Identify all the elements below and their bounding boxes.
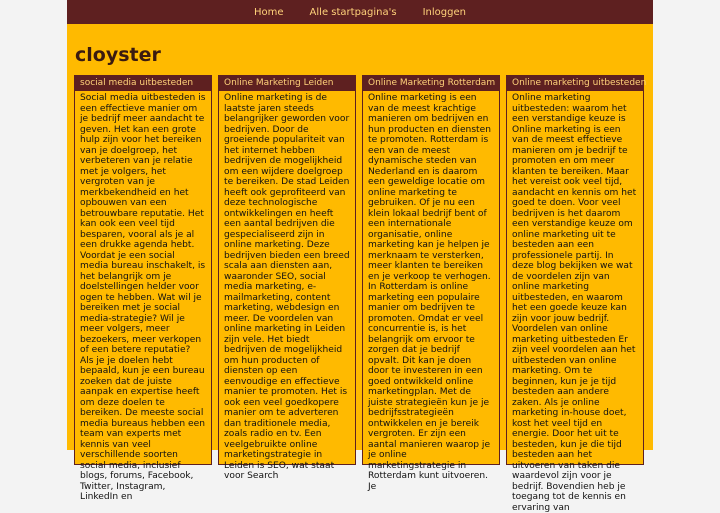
top-navbar bbox=[67, 0, 653, 24]
column-header[interactable]: Online marketing uitbesteden bbox=[506, 75, 644, 91]
column-online-marketing-uitbesteden bbox=[506, 75, 647, 513]
nav-home-link[interactable]: Home bbox=[254, 6, 284, 18]
columns-container bbox=[74, 75, 647, 513]
column-text: Online marketing is de laatste jaren steeds belangrijker geworden voor bedrijven. Door de groeiende populariteit van het internet hebben bedrijven de mogelijkheid om een wijdere doelgroep te bereiken. De stad Leiden heeft ook geprofiteerd van deze technologische ontwikkelingen en heeft een aantal bedrijven die gespecialiseerd zijn in online marketing. Deze bedrijven bieden een breed scala aan diensten aan, waaronder SEO, social media marketing, e-mailmarketing, content marketing, webdesign en meer. De voordelen van online marketing in Leiden zijn vele. Het biedt bedrijven de mogelijkheid om hun producten of diensten op een eenvoudige en effectieve manier te promoten. Het is ook een veel goedkopere manier om te adverteren dan traditionele media, zoals radio en tv. Een veelgebruikte online marketingstrategie in Leiden is SEO, wat staat voor Search bbox=[218, 91, 356, 465]
column-text: Online marketing is een van de meest krachtige manieren om bedrijven en hun producten en diensten te promoten. Rotterdam is een van de meest dynamische steden van Nederland en is daarom een geweldige locatie om online marketing te gebruiken. Of je nu een klein lokaal bedrijf bent of een internationale organisatie, online marketing kan je helpen je merknaam te versterken, meer klanten te bereiken en je verkoop te verhogen. In Rotterdam is online marketing een populaire manier om bedrijven te promoten. Omdat er veel concurrentie is, is het belangrijk om ervoor te zorgen dat je bedrijf opvalt. Dit kan je doen door te investeren in een goed ontwikkeld online marketingplan. Met de juiste strategieën kun je je bedrijfsstrategieën ontwikkelen en je bereik vergroten. Er zijn een aantal manieren waarop je je online marketingstrategie in Rotterdam kunt uitvoeren. Je bbox=[362, 91, 500, 465]
nav-login-link[interactable]: Inloggen bbox=[422, 6, 466, 18]
column-social-media bbox=[74, 75, 212, 502]
column-online-marketing-leiden bbox=[218, 75, 356, 481]
page bbox=[67, 0, 653, 513]
page-title: cloyster bbox=[75, 44, 161, 66]
column-online-marketing-rotterdam bbox=[362, 75, 500, 492]
nav-all-pages-link[interactable]: Alle startpagina's bbox=[309, 6, 397, 18]
column-header[interactable]: social media uitbesteden bbox=[74, 75, 212, 91]
column-text: Online marketing uitbesteden: waarom het een verstandige keuze is Online marketing is een van de meest effectieve manieren om je bedrijf te promoten en om meer klanten te bereiken. Maar het vereist ook veel tijd, aandacht en kennis om het goed te doen. Voor veel bedrijven is het daarom een verstandige keuze om online marketing uit te besteden aan een professionele partij. In deze blog bekijken we wat de voordelen zijn van online marketing uitbesteden, en waarom het een goede keuze kan zijn voor jouw bedrijf. Voordelen van online marketing uitbesteden Er zijn veel voordelen aan het uitbesteden van online marketing. Om te beginnen, kun je je tijd besteden aan andere zaken. Als je online marketing in-house doet, kost het veel tijd en energie. Door het uit te besteden, kun je die tijd besteden aan het uitvoeren van taken die waardevol zijn voor je bedrijf. Bovendien heb je toegang tot de kennis en ervaring van bbox=[506, 91, 644, 465]
column-header[interactable]: Online Marketing Leiden bbox=[218, 75, 356, 91]
column-text: Social media uitbesteden is een effectieve manier om je bedrijf meer aandacht te geven. Het kan een grote hulp zijn voor het bereiken van je doelgroep, het verbeteren van je relatie met je volgers, het vergroten van je merkbekendheid en het opbouwen van een betrouwbare reputatie. Het kan ook een veel tijd besparen, vooral als je al een drukke agenda hebt. Voordat je een social media bureau inschakelt, is het belangrijk om je doelstellingen helder voor ogen te hebben. Wat wil je bereiken met je social media-strategie? Wil je meer volgers, meer bezoekers, meer verkopen of een betere reputatie? Als je je doelen hebt bepaald, kun je een bureau zoeken dat de juiste aanpak en expertise heeft om deze doelen te bereiken. De meeste social media bureaus hebben een team van experts met kennis van veel verschillende soorten social media, inclusief blogs, forums, Facebook, Twitter, Instagram, LinkedIn en bbox=[74, 91, 212, 465]
column-header[interactable]: Online Marketing Rotterdam bbox=[362, 75, 500, 91]
